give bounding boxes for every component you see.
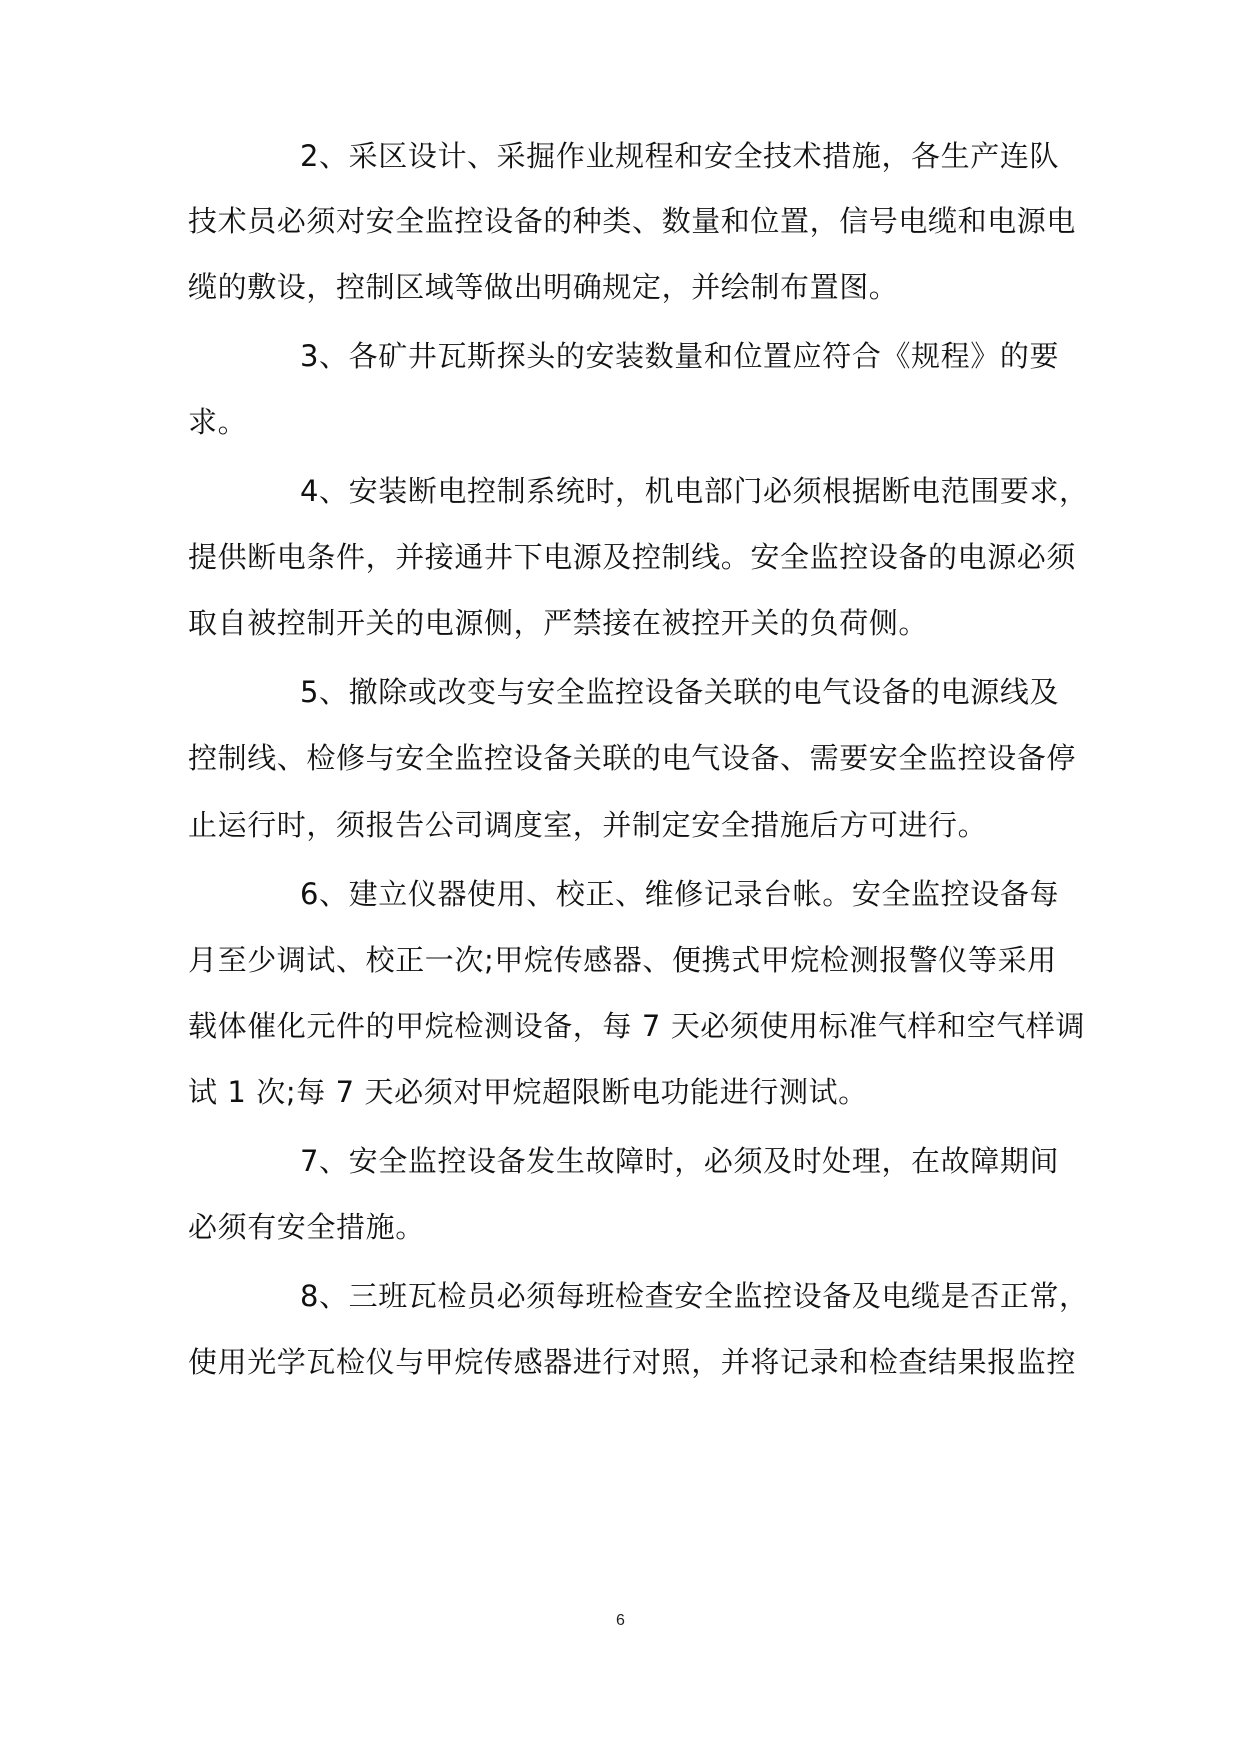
paragraph-4-line-2: 提供断电条件，并接通井下电源及控制线。安全监控设备的电源必须 (188, 540, 1077, 574)
paragraph-5-line-3: 止运行时，须报告公司调度室，并制定安全措施后方可进行。 (188, 808, 988, 842)
paragraph-4-line-3: 取自被控制开关的电源侧，严禁接在被控开关的负荷侧。 (188, 606, 929, 640)
paragraph-8-line-1: 8、三班瓦检员必须每班检查安全监控设备及电缆是否正常， (300, 1279, 1089, 1313)
page-number: 6 (616, 1612, 625, 1629)
paragraph-3-line-2: 求。 (188, 405, 248, 439)
paragraph-2-line-2: 技术员必须对安全监控设备的种类、数量和位置，信号电缆和电源电 (188, 204, 1077, 238)
paragraph-4-line-1: 4、安装断电控制系统时，机电部门必须根据断电范围要求， (300, 474, 1089, 508)
paragraph-2-line-1: 2、采区设计、采掘作业规程和安全技术措施，各生产连队 (300, 139, 1060, 173)
paragraph-5-line-2: 控制线、检修与安全监控设备关联的电气设备、需要安全监控设备停 (188, 741, 1077, 775)
paragraph-8-line-2: 使用光学瓦检仪与甲烷传感器进行对照，并将记录和检查结果报监控 (188, 1345, 1077, 1379)
paragraph-7-line-2: 必须有安全措施。 (188, 1210, 425, 1244)
paragraph-3-line-1: 3、各矿井瓦斯探头的安装数量和位置应符合《规程》的要 (300, 339, 1060, 373)
paragraph-6-line-4: 试 1 次;每 7 天必须对甲烷超限断电功能进行测试。 (188, 1075, 868, 1109)
paragraph-6-line-2: 月至少调试、校正一次;甲烷传感器、便携式甲烷检测报警仪等采用 (188, 943, 1057, 977)
paragraph-2-line-3: 缆的敷设，控制区域等做出明确规定，并绘制布置图。 (188, 270, 899, 304)
paragraph-6-line-3: 载体催化元件的甲烷检测设备，每 7 天必须使用标准气样和空气样调 (188, 1009, 1086, 1043)
paragraph-6-line-1: 6、建立仪器使用、校正、维修记录台帐。安全监控设备每 (300, 877, 1060, 911)
paragraph-5-line-1: 5、撤除或改变与安全监控设备关联的电气设备的电源线及 (300, 675, 1060, 709)
paragraph-7-line-1: 7、安全监控设备发生故障时，必须及时处理，在故障期间 (300, 1144, 1060, 1178)
